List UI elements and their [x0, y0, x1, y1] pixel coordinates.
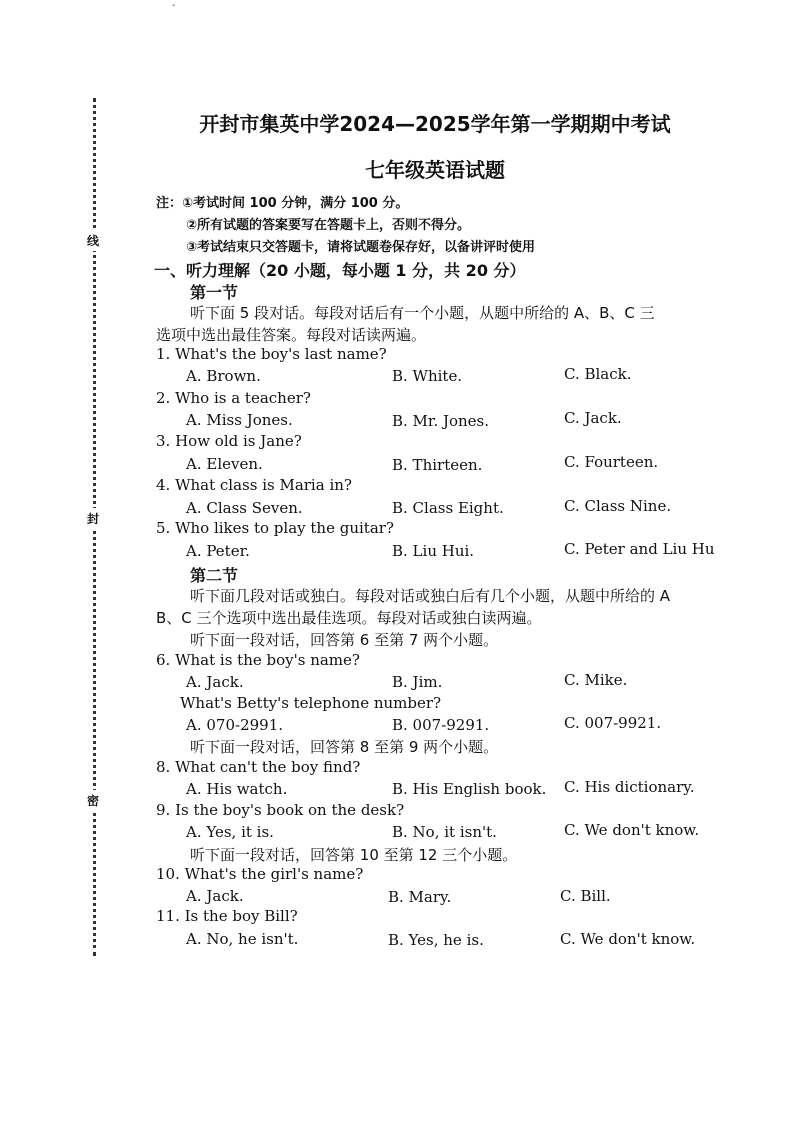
q1-option-c: C. Black.	[564, 365, 632, 383]
q4-option-b: B. Class Eight.	[392, 499, 504, 517]
question-10: 10. What's the girl's name?	[156, 865, 364, 883]
part2-instruction-2: B、C 三个选项中选出最佳选项。每段对话或独白读两遍。	[156, 609, 542, 627]
q3-option-b: B. Thirteen.	[392, 456, 483, 474]
part2-instruction-1: 听下面几段对话或独白。每段对话或独白后有几个小题，从题中所给的 A	[190, 587, 671, 605]
dialog-instruction-8-9: 听下面一段对话，回答第 8 至第 9 两个小题。	[190, 738, 499, 756]
dialog-instruction-10-12: 听下面一段对话，回答第 10 至第 12 三个小题。	[190, 846, 518, 864]
q3-option-a: A. Eleven.	[186, 455, 263, 473]
q2-option-c: C. Jack.	[564, 409, 622, 427]
note-2: ②所有试题的答案要写在答题卡上，否则不得分。	[186, 218, 471, 233]
q8-option-b: B. His English book.	[392, 780, 547, 798]
exam-title: 开封市集英中学2024—2025学年第一学期期中考试	[199, 112, 671, 136]
q9-option-a: A. Yes, it is.	[186, 823, 274, 841]
section-heading: 一、听力理解（20 小题，每小题 1 分，共 20 分）	[154, 261, 526, 280]
part1-instruction-1: 听下面 5 段对话。每段对话后有一个小题，从题中所给的 A、B、C 三	[190, 304, 655, 322]
q2-option-a: A. Miss Jones.	[186, 411, 293, 429]
question-5: 5. Who likes to play the guitar?	[156, 519, 394, 537]
q11-option-c: C. We don't know.	[560, 930, 696, 948]
q1-option-b: B. White.	[392, 367, 463, 385]
q9-option-c: C. We don't know.	[564, 821, 700, 839]
question-2: 2. Who is a teacher?	[156, 389, 311, 407]
part2-title: 第二节	[190, 566, 239, 585]
q6-option-a: A. Jack.	[186, 673, 244, 691]
q5-option-c: C. Peter and Liu Hu	[564, 540, 715, 558]
q1-option-a: A. Brown.	[186, 367, 261, 385]
binding-mark-xian: 线	[84, 230, 102, 251]
part1-instruction-2: 选项中选出最佳答案。每段对话读两遍。	[156, 326, 427, 344]
q8-option-c: C. His dictionary.	[564, 778, 695, 796]
part1-title: 第一节	[190, 283, 239, 302]
q8-option-a: A. His watch.	[186, 780, 288, 798]
question-7: What's Betty's telephone number?	[180, 694, 442, 712]
question-4: 4. What class is Maria in?	[156, 476, 352, 494]
q3-option-c: C. Fourteen.	[564, 453, 659, 471]
q7-option-a: A. 070-2991.	[186, 716, 284, 734]
q7-option-b: B. 007-9291.	[392, 716, 490, 734]
question-8: 8. What can't the boy find?	[156, 758, 361, 776]
q6-option-c: C. Mike.	[564, 671, 628, 689]
q4-option-a: A. Class Seven.	[186, 499, 303, 517]
note-1: 注：①考试时间 100 分钟，满分 100 分。	[156, 196, 409, 211]
question-3: 3. How old is Jane?	[156, 432, 302, 450]
binding-mark-mi: 密	[84, 790, 102, 811]
question-6: 6. What is the boy's name?	[156, 651, 360, 669]
corner-mark: -	[172, 0, 176, 11]
q10-option-a: A. Jack.	[186, 887, 244, 905]
question-11: 11. Is the boy Bill?	[156, 907, 298, 925]
q6-option-b: B. Jim.	[392, 673, 443, 691]
q5-option-a: A. Peter.	[186, 542, 250, 560]
q7-option-c: C. 007-9921.	[564, 714, 662, 732]
dialog-instruction-6-7: 听下面一段对话，回答第 6 至第 7 两个小题。	[190, 631, 499, 649]
q5-option-b: B. Liu Hui.	[392, 542, 475, 560]
q9-option-b: B. No, it isn't.	[392, 823, 497, 841]
binding-mark-feng: 封	[84, 508, 102, 529]
q10-option-c: C. Bill.	[560, 887, 611, 905]
q10-option-b: B. Mary.	[388, 888, 452, 906]
q4-option-c: C. Class Nine.	[564, 497, 672, 515]
q11-option-a: A. No, he isn't.	[186, 930, 299, 948]
note-3: ③考试结束只交答题卡，请将试题卷保存好，以备讲评时使用	[186, 240, 536, 255]
q2-option-b: B. Mr. Jones.	[392, 412, 490, 430]
exam-subtitle: 七年级英语试题	[365, 158, 505, 182]
q11-option-b: B. Yes, he is.	[388, 931, 484, 949]
question-9: 9. Is the boy's book on the desk?	[156, 801, 405, 819]
question-1: 1. What's the boy's last name?	[156, 345, 387, 363]
